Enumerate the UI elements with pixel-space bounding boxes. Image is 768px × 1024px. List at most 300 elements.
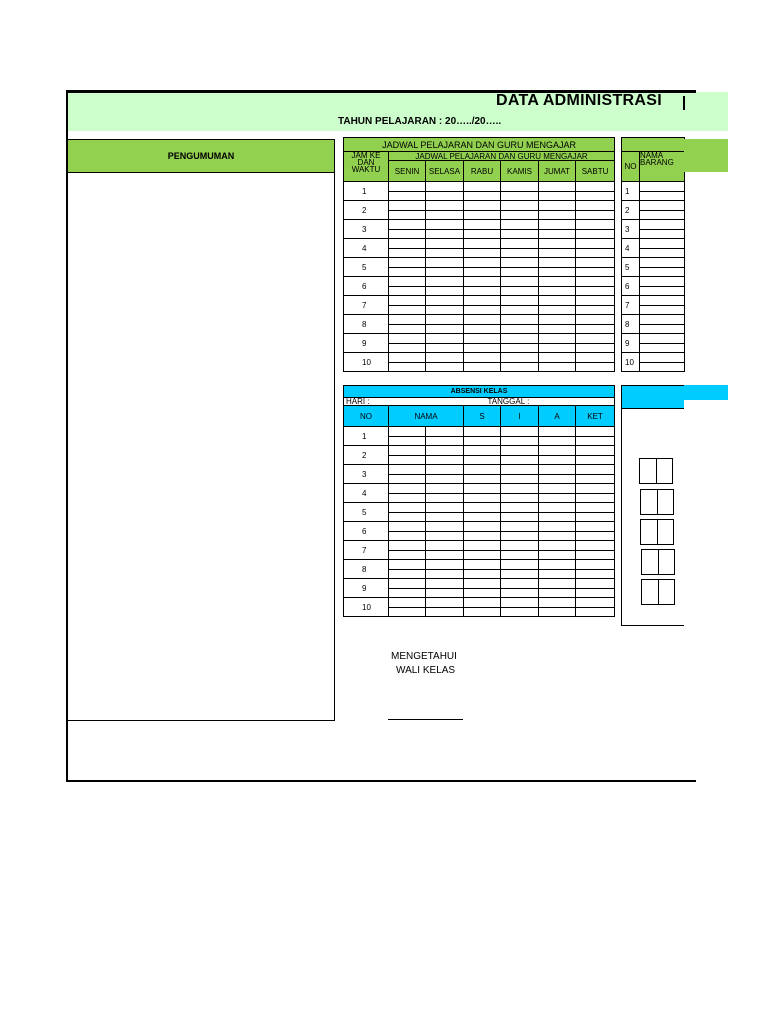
- absensi-cell[interactable]: [539, 446, 576, 456]
- inventaris-row: [622, 315, 685, 325]
- jadwal-cell[interactable]: [539, 230, 576, 239]
- inventaris-cell[interactable]: [640, 211, 685, 220]
- absensi-cell[interactable]: [501, 522, 539, 532]
- absensi-cell[interactable]: [426, 522, 464, 532]
- jadwal-cell[interactable]: [464, 230, 501, 239]
- box-3: [640, 519, 674, 545]
- absensi-cell[interactable]: [389, 541, 426, 551]
- jadwal-cell[interactable]: [426, 268, 464, 277]
- jadwal-row: [344, 315, 615, 325]
- jadwal-cell[interactable]: [389, 220, 426, 230]
- absensi-cell[interactable]: [389, 513, 426, 522]
- inventaris-cell[interactable]: [640, 315, 685, 325]
- jadwal-cell[interactable]: [464, 258, 501, 268]
- absensi-cell[interactable]: [501, 503, 539, 513]
- jadwal-cell[interactable]: [576, 296, 615, 306]
- absensi-cell[interactable]: [501, 570, 539, 579]
- inventaris-nama-header: NAMA BARANG: [640, 152, 685, 182]
- jadwal-cell[interactable]: [539, 182, 576, 192]
- jadwal-cell[interactable]: [389, 363, 426, 372]
- absensi-cell[interactable]: [501, 437, 539, 446]
- absensi-cell[interactable]: [576, 456, 615, 465]
- jadwal-cell[interactable]: [426, 258, 464, 268]
- absensi-cell[interactable]: [539, 484, 576, 494]
- absensi-cell[interactable]: [501, 427, 539, 437]
- jadwal-cell[interactable]: [464, 344, 501, 353]
- jadwal-cell[interactable]: [389, 192, 426, 201]
- absensi-cell[interactable]: [501, 446, 539, 456]
- box-5: [641, 579, 675, 605]
- jadwal-cell[interactable]: [539, 353, 576, 363]
- absensi-cell[interactable]: [576, 437, 615, 446]
- absensi-cell[interactable]: [501, 541, 539, 551]
- absensi-cell[interactable]: [426, 598, 464, 608]
- absensi-cell[interactable]: [389, 484, 426, 494]
- day-header-jumat: JUMAT: [539, 161, 576, 182]
- jadwal-cell[interactable]: [389, 315, 426, 325]
- jadwal-cell[interactable]: [389, 325, 426, 334]
- inventaris-cell[interactable]: [640, 277, 685, 287]
- absensi-cell[interactable]: [464, 503, 501, 513]
- jadwal-cell[interactable]: [501, 353, 539, 363]
- absensi-cell[interactable]: [501, 589, 539, 598]
- jadwal-cell[interactable]: [539, 249, 576, 258]
- jadwal-cell[interactable]: [389, 211, 426, 220]
- jadwal-cell[interactable]: [539, 315, 576, 325]
- absensi-cell[interactable]: [501, 494, 539, 503]
- jadwal-cell[interactable]: [501, 325, 539, 334]
- absensi-cell[interactable]: [501, 475, 539, 484]
- inventaris-cell[interactable]: [640, 363, 685, 372]
- jadwal-cell[interactable]: [464, 192, 501, 201]
- absensi-cell[interactable]: [389, 560, 426, 570]
- jadwal-cell[interactable]: [464, 306, 501, 315]
- jadwal-cell[interactable]: [501, 277, 539, 287]
- absensi-cell[interactable]: [426, 513, 464, 522]
- jadwal-row: [344, 220, 615, 230]
- absensi-cell[interactable]: [501, 484, 539, 494]
- jadwal-cell[interactable]: [576, 230, 615, 239]
- jadwal-cell[interactable]: [464, 220, 501, 230]
- inventaris-cell[interactable]: [640, 249, 685, 258]
- jadwal-subtitle: JADWAL PELAJARAN DAN GURU MENGAJAR: [389, 152, 615, 161]
- inventaris-cell[interactable]: [640, 287, 685, 296]
- inventaris-row: [622, 258, 685, 268]
- absensi-cell[interactable]: [389, 503, 426, 513]
- jadwal-cell[interactable]: [464, 249, 501, 258]
- inventaris-row: [622, 277, 685, 287]
- jadwal-cell[interactable]: [426, 334, 464, 344]
- absensi-cell[interactable]: [464, 465, 501, 475]
- absensi-cell[interactable]: [464, 494, 501, 503]
- absensi-cell[interactable]: [576, 503, 615, 513]
- jadwal-cell[interactable]: [426, 344, 464, 353]
- jadwal-cell[interactable]: [389, 334, 426, 344]
- absensi-cell[interactable]: [501, 608, 539, 617]
- absensi-cell[interactable]: [576, 494, 615, 503]
- absensi-cell[interactable]: [464, 541, 501, 551]
- jadwal-cell[interactable]: [539, 306, 576, 315]
- jadwal-cell[interactable]: [539, 211, 576, 220]
- jadwal-cell[interactable]: [501, 201, 539, 211]
- absensi-cell[interactable]: [576, 541, 615, 551]
- jadwal-row: [344, 182, 615, 192]
- jadwal-cell[interactable]: [576, 344, 615, 353]
- jadwal-cell[interactable]: [576, 192, 615, 201]
- jadwal-cell[interactable]: [389, 277, 426, 287]
- jadwal-row-number: 1: [344, 182, 389, 201]
- jadwal-cell[interactable]: [576, 277, 615, 287]
- absensi-cell[interactable]: [389, 446, 426, 456]
- jadwal-cell[interactable]: [539, 268, 576, 277]
- jadwal-cell[interactable]: [501, 249, 539, 258]
- jadwal-cell[interactable]: [464, 315, 501, 325]
- absensi-cell[interactable]: [501, 560, 539, 570]
- absensi-cell[interactable]: [464, 437, 501, 446]
- jadwal-cell[interactable]: [539, 344, 576, 353]
- inventaris-cell[interactable]: [640, 296, 685, 306]
- jadwal-cell[interactable]: [539, 325, 576, 334]
- absensi-cell[interactable]: [389, 475, 426, 484]
- jadwal-cell[interactable]: [426, 353, 464, 363]
- jadwal-cell[interactable]: [501, 287, 539, 296]
- absensi-cell[interactable]: [389, 427, 426, 437]
- jadwal-cell[interactable]: [576, 315, 615, 325]
- inventaris-cell[interactable]: [640, 220, 685, 230]
- absensi-a-header: A: [539, 406, 576, 427]
- absensi-cell[interactable]: [389, 465, 426, 475]
- absensi-cell[interactable]: [464, 608, 501, 617]
- jadwal-cell[interactable]: [389, 287, 426, 296]
- absensi-cell[interactable]: [389, 456, 426, 465]
- absensi-cell[interactable]: [426, 465, 464, 475]
- jadwal-cell[interactable]: [576, 239, 615, 249]
- jadwal-cell[interactable]: [501, 363, 539, 372]
- inventaris-cell[interactable]: [640, 182, 685, 192]
- absensi-cell[interactable]: [464, 532, 501, 541]
- absensi-cell[interactable]: [576, 608, 615, 617]
- jadwal-title: JADWAL PELAJARAN DAN GURU MENGAJAR: [344, 138, 615, 152]
- jadwal-cell[interactable]: [426, 287, 464, 296]
- inventaris-cell[interactable]: [640, 353, 685, 363]
- absensi-cell[interactable]: [501, 532, 539, 541]
- absensi-cell[interactable]: [389, 551, 426, 560]
- absensi-cell[interactable]: [464, 579, 501, 589]
- absensi-cell[interactable]: [426, 427, 464, 437]
- jadwal-cell[interactable]: [501, 182, 539, 192]
- absensi-cell[interactable]: [539, 503, 576, 513]
- absensi-cell[interactable]: [576, 446, 615, 456]
- jadwal-cell[interactable]: [539, 239, 576, 249]
- jadwal-cell[interactable]: [389, 344, 426, 353]
- absensi-cell[interactable]: [539, 522, 576, 532]
- inventaris-row-number: 2: [622, 201, 640, 220]
- absensi-cell[interactable]: [426, 589, 464, 598]
- jadwal-cell[interactable]: [501, 239, 539, 249]
- jadwal-cell[interactable]: [576, 306, 615, 315]
- absensi-cell[interactable]: [389, 437, 426, 446]
- jadwal-cell[interactable]: [464, 363, 501, 372]
- absensi-cell[interactable]: [389, 494, 426, 503]
- jadwal-cell[interactable]: [576, 201, 615, 211]
- absensi-row: [344, 560, 615, 570]
- absensi-cell[interactable]: [389, 522, 426, 532]
- inventaris-table: [621, 137, 685, 372]
- jadwal-cell[interactable]: [501, 268, 539, 277]
- jadwal-cell[interactable]: [389, 182, 426, 192]
- inventaris-row: [622, 239, 685, 249]
- jadwal-cell[interactable]: [464, 277, 501, 287]
- absensi-row: [344, 427, 615, 437]
- absensi-cell[interactable]: [464, 513, 501, 522]
- absensi-cell[interactable]: [426, 503, 464, 513]
- box-4: [641, 549, 675, 575]
- jadwal-cell[interactable]: [576, 363, 615, 372]
- jadwal-cell[interactable]: [576, 258, 615, 268]
- inventaris-cell[interactable]: [640, 239, 685, 249]
- jadwal-cell[interactable]: [576, 325, 615, 334]
- absensi-row: [344, 541, 615, 551]
- inventaris-cell[interactable]: [640, 258, 685, 268]
- jadwal-row-number: 9: [344, 334, 389, 353]
- jadwal-cell[interactable]: [539, 192, 576, 201]
- jadwal-cell[interactable]: [426, 296, 464, 306]
- absensi-cell[interactable]: [464, 589, 501, 598]
- absensi-cell[interactable]: [501, 456, 539, 465]
- jadwal-cell[interactable]: [389, 249, 426, 258]
- jadwal-cell[interactable]: [464, 268, 501, 277]
- absensi-cell[interactable]: [426, 570, 464, 579]
- absensi-cell[interactable]: [539, 608, 576, 617]
- absensi-cell[interactable]: [539, 532, 576, 541]
- absensi-cell[interactable]: [426, 494, 464, 503]
- absensi-cell[interactable]: [464, 551, 501, 560]
- jadwal-cell[interactable]: [464, 211, 501, 220]
- absensi-cell[interactable]: [539, 475, 576, 484]
- jadwal-cell[interactable]: [501, 211, 539, 220]
- jadwal-cell[interactable]: [539, 296, 576, 306]
- tanggal-label: TANGGAL :: [464, 398, 615, 406]
- absensi-cell[interactable]: [576, 475, 615, 484]
- inventaris-cell[interactable]: [640, 230, 685, 239]
- jadwal-cell[interactable]: [464, 325, 501, 334]
- absensi-cell[interactable]: [501, 598, 539, 608]
- jadwal-cell[interactable]: [539, 201, 576, 211]
- absensi-cell[interactable]: [464, 522, 501, 532]
- jadwal-cell[interactable]: [426, 211, 464, 220]
- jadwal-cell[interactable]: [576, 220, 615, 230]
- absensi-cell[interactable]: [426, 551, 464, 560]
- absensi-cell[interactable]: [464, 427, 501, 437]
- absensi-cell[interactable]: [464, 484, 501, 494]
- absensi-cell[interactable]: [539, 513, 576, 522]
- inventaris-cell[interactable]: [640, 344, 685, 353]
- absensi-cell[interactable]: [426, 475, 464, 484]
- jadwal-cell[interactable]: [501, 344, 539, 353]
- jadwal-cell[interactable]: [464, 353, 501, 363]
- jadwal-cell[interactable]: [576, 249, 615, 258]
- absensi-cell[interactable]: [576, 465, 615, 475]
- absensi-cell[interactable]: [539, 437, 576, 446]
- jadwal-cell[interactable]: [464, 334, 501, 344]
- jadwal-cell[interactable]: [501, 306, 539, 315]
- jadwal-cell[interactable]: [426, 239, 464, 249]
- jadwal-cell[interactable]: [389, 268, 426, 277]
- absensi-cell[interactable]: [576, 589, 615, 598]
- jadwal-cell[interactable]: [576, 353, 615, 363]
- jadwal-cell[interactable]: [539, 363, 576, 372]
- absensi-cell[interactable]: [426, 608, 464, 617]
- jadwal-cell[interactable]: [426, 220, 464, 230]
- absensi-cell[interactable]: [389, 608, 426, 617]
- absensi-cell[interactable]: [426, 560, 464, 570]
- inventaris-no-header: NO: [622, 152, 640, 182]
- jadwal-cell[interactable]: [576, 334, 615, 344]
- absensi-cell[interactable]: [464, 598, 501, 608]
- jadwal-cell[interactable]: [426, 201, 464, 211]
- day-header-selasa: SELASA: [426, 161, 464, 182]
- jadwal-row: [344, 277, 615, 287]
- jadwal-cell[interactable]: [464, 296, 501, 306]
- jadwal-cell[interactable]: [501, 230, 539, 239]
- jadwal-cell[interactable]: [501, 315, 539, 325]
- absensi-cell[interactable]: [426, 437, 464, 446]
- jadwal-row-number: 2: [344, 201, 389, 220]
- jadwal-cell[interactable]: [426, 230, 464, 239]
- inventaris-cell[interactable]: [640, 268, 685, 277]
- jadwal-cell[interactable]: [539, 334, 576, 344]
- absensi-cell[interactable]: [389, 589, 426, 598]
- absensi-cell[interactable]: [539, 560, 576, 570]
- absensi-cell[interactable]: [539, 427, 576, 437]
- inventaris-cell[interactable]: [640, 325, 685, 334]
- absensi-row-number: 6: [344, 522, 389, 541]
- jadwal-cell[interactable]: [426, 315, 464, 325]
- jadwal-cell[interactable]: [576, 287, 615, 296]
- jadwal-cell[interactable]: [426, 249, 464, 258]
- absensi-cell[interactable]: [539, 589, 576, 598]
- jadwal-cell[interactable]: [501, 334, 539, 344]
- jadwal-cell[interactable]: [576, 182, 615, 192]
- jadwal-cell[interactable]: [389, 258, 426, 268]
- jadwal-cell[interactable]: [464, 182, 501, 192]
- absensi-cell[interactable]: [501, 513, 539, 522]
- jadwal-cell[interactable]: [539, 287, 576, 296]
- jadwal-row-number: 6: [344, 277, 389, 296]
- jadwal-cell[interactable]: [464, 201, 501, 211]
- jadwal-cell[interactable]: [426, 306, 464, 315]
- absensi-cell[interactable]: [539, 579, 576, 589]
- jadwal-cell[interactable]: [576, 268, 615, 277]
- absensi-cell[interactable]: [539, 465, 576, 475]
- jadwal-cell[interactable]: [426, 192, 464, 201]
- absensi-cell[interactable]: [426, 541, 464, 551]
- absensi-cell[interactable]: [576, 598, 615, 608]
- jadwal-cell[interactable]: [501, 258, 539, 268]
- absensi-cell[interactable]: [426, 532, 464, 541]
- pengumuman-body: [68, 173, 335, 721]
- absensi-cell[interactable]: [389, 579, 426, 589]
- jadwal-cell[interactable]: [576, 211, 615, 220]
- absensi-cell[interactable]: [539, 551, 576, 560]
- absensi-cell[interactable]: [539, 570, 576, 579]
- inventaris-row: [622, 220, 685, 230]
- absensi-cell[interactable]: [576, 513, 615, 522]
- absensi-cell[interactable]: [576, 522, 615, 532]
- absensi-cell[interactable]: [576, 560, 615, 570]
- absensi-cell[interactable]: [464, 446, 501, 456]
- jadwal-cell[interactable]: [426, 325, 464, 334]
- jadwal-cell[interactable]: [539, 277, 576, 287]
- absensi-cell[interactable]: [426, 446, 464, 456]
- right-cyan-strip: [684, 385, 728, 400]
- absensi-cell[interactable]: [464, 475, 501, 484]
- jadwal-cell[interactable]: [389, 296, 426, 306]
- jadwal-cell[interactable]: [426, 363, 464, 372]
- absensi-cell[interactable]: [389, 570, 426, 579]
- jadwal-cell[interactable]: [539, 258, 576, 268]
- absensi-cell[interactable]: [539, 456, 576, 465]
- absensi-cell[interactable]: [576, 551, 615, 560]
- jadwal-cell[interactable]: [464, 239, 501, 249]
- absensi-cell[interactable]: [576, 570, 615, 579]
- jadwal-cell[interactable]: [389, 353, 426, 363]
- absensi-cell[interactable]: [576, 484, 615, 494]
- absensi-cell[interactable]: [501, 579, 539, 589]
- absensi-cell[interactable]: [501, 465, 539, 475]
- absensi-cell[interactable]: [389, 532, 426, 541]
- jadwal-cell[interactable]: [501, 220, 539, 230]
- inventaris-cell[interactable]: [640, 192, 685, 201]
- jadwal-cell[interactable]: [426, 182, 464, 192]
- jadwal-cell[interactable]: [389, 306, 426, 315]
- absensi-row-number: 10: [344, 598, 389, 617]
- jadwal-cell[interactable]: [501, 192, 539, 201]
- absensi-cell[interactable]: [576, 427, 615, 437]
- absensi-cell[interactable]: [539, 494, 576, 503]
- jadwal-cell[interactable]: [501, 296, 539, 306]
- absensi-title: ABSENSI KELAS: [344, 386, 615, 398]
- absensi-cell[interactable]: [539, 598, 576, 608]
- inventaris-row-number: 5: [622, 258, 640, 277]
- absensi-cell[interactable]: [464, 560, 501, 570]
- absensi-cell[interactable]: [426, 484, 464, 494]
- jadwal-row-number: 7: [344, 296, 389, 315]
- absensi-cell[interactable]: [426, 456, 464, 465]
- absensi-cell[interactable]: [464, 456, 501, 465]
- absensi-cell[interactable]: [576, 579, 615, 589]
- jadwal-cell[interactable]: [389, 230, 426, 239]
- jadwal-row-number: 3: [344, 220, 389, 239]
- jadwal-cell[interactable]: [389, 201, 426, 211]
- absensi-cell[interactable]: [501, 551, 539, 560]
- absensi-cell[interactable]: [426, 579, 464, 589]
- absensi-cell[interactable]: [539, 541, 576, 551]
- jadwal-cell[interactable]: [464, 287, 501, 296]
- jadwal-cell[interactable]: [539, 220, 576, 230]
- absensi-row: [344, 465, 615, 475]
- jadwal-cell[interactable]: [389, 239, 426, 249]
- absensi-cell[interactable]: [389, 598, 426, 608]
- absensi-row-number: 3: [344, 465, 389, 484]
- absensi-cell[interactable]: [576, 532, 615, 541]
- inventaris-cell[interactable]: [640, 306, 685, 315]
- jadwal-cell[interactable]: [426, 277, 464, 287]
- inventaris-cell[interactable]: [640, 334, 685, 344]
- jadwal-row: [344, 258, 615, 268]
- inventaris-cell[interactable]: [640, 201, 685, 211]
- absensi-cell[interactable]: [464, 570, 501, 579]
